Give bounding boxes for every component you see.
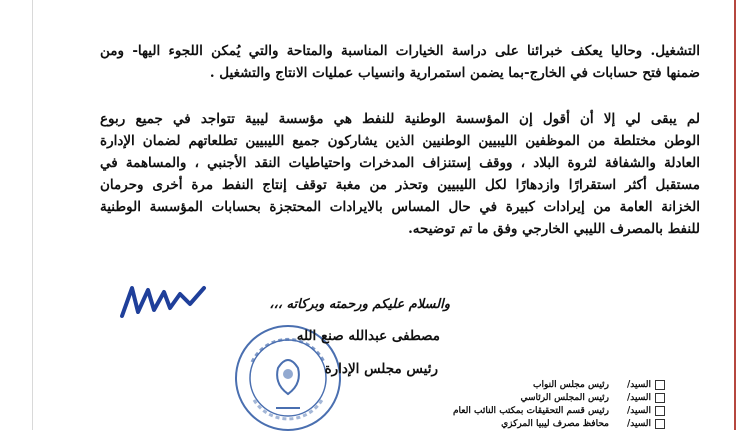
checkbox-icon <box>655 380 665 390</box>
paragraph-2-line: لم يبقى لي إلا أن أقول إن المؤسسة الوطنية للنفط هي مؤسسة ليبية تتواجد في جميع ربوع <box>100 111 700 127</box>
signatory-name: مصطفى عبدالله صنع الله <box>296 328 440 344</box>
cc-text: رئيس مجلس النواب <box>533 379 609 390</box>
cc-label: السيد/ <box>627 405 651 416</box>
page-right-margin-line <box>734 0 736 430</box>
cc-label: السيد/ <box>627 379 651 390</box>
cc-text: رئيس المجلس الرئاسي <box>520 392 609 403</box>
cc-text: محافظ مصرف ليبيا المركزي <box>501 418 609 429</box>
closing-greeting: والسلام عليكم ورحمته وبركاته ،،، <box>269 297 450 312</box>
signatory-title: رئيس مجلس الإدارة <box>324 361 438 377</box>
paragraph-1 <box>100 40 700 84</box>
paragraph-2-line: الخزانة العامة من إيرادات كبيرة في حال المساس بالايرادات المحتجزة بحسابات المؤسسة الوطنية <box>100 199 700 215</box>
paragraph-2-line: العادلة والشفافة لثروة البلاد ، ووقف إستنزاف المدخرات واحتياطيات النقد الأجنبي ، والمساهمة في <box>100 155 700 171</box>
paragraph-1-line: ضمنها فتح حسابات في الخارج-بما يضمن استمرارية وانسياب عمليات الانتاج والتشغيل . <box>209 65 700 81</box>
checkbox-icon <box>655 406 665 416</box>
cc-item <box>453 378 665 391</box>
cc-label: السيد/ <box>627 418 651 429</box>
paragraph-2 <box>100 108 700 240</box>
cc-label: السيد/ <box>627 392 651 403</box>
paragraph-2-line: الوطن مختلطة من الموظفين الليبيين الوطنيين الذين يشاركون جميع الليبيين تطلعاتهم لضمان الإدارة <box>100 133 700 149</box>
checkbox-icon <box>655 393 665 403</box>
handwritten-signature <box>118 282 208 322</box>
checkbox-icon <box>655 419 665 429</box>
paragraph-2-line: مستقبل أكثر استقرارًا وازدهارًا لكل الليبيين وتحذر من مغبة توقف إنتاج النفط مرة أخرى وحرمان <box>100 177 700 193</box>
paragraph-1-line: التشغيل. وحاليا يعكف خبرائنا على دراسة الخيارات المناسبة والمتاحة والتي يُمكن اللجوء اليها- ومن <box>100 43 700 59</box>
cc-recipient-list <box>453 378 665 430</box>
cc-item <box>453 404 665 417</box>
cc-text: رئيس قسم التحقيقات بمكتب النائب العام <box>452 405 609 416</box>
cc-item <box>453 417 665 430</box>
paragraph-2-line: للنفط بالمصرف الليبي الخارجي وفق ما تم توضيحه. <box>408 221 700 237</box>
cc-item <box>453 391 665 404</box>
page-left-edge <box>32 0 33 430</box>
